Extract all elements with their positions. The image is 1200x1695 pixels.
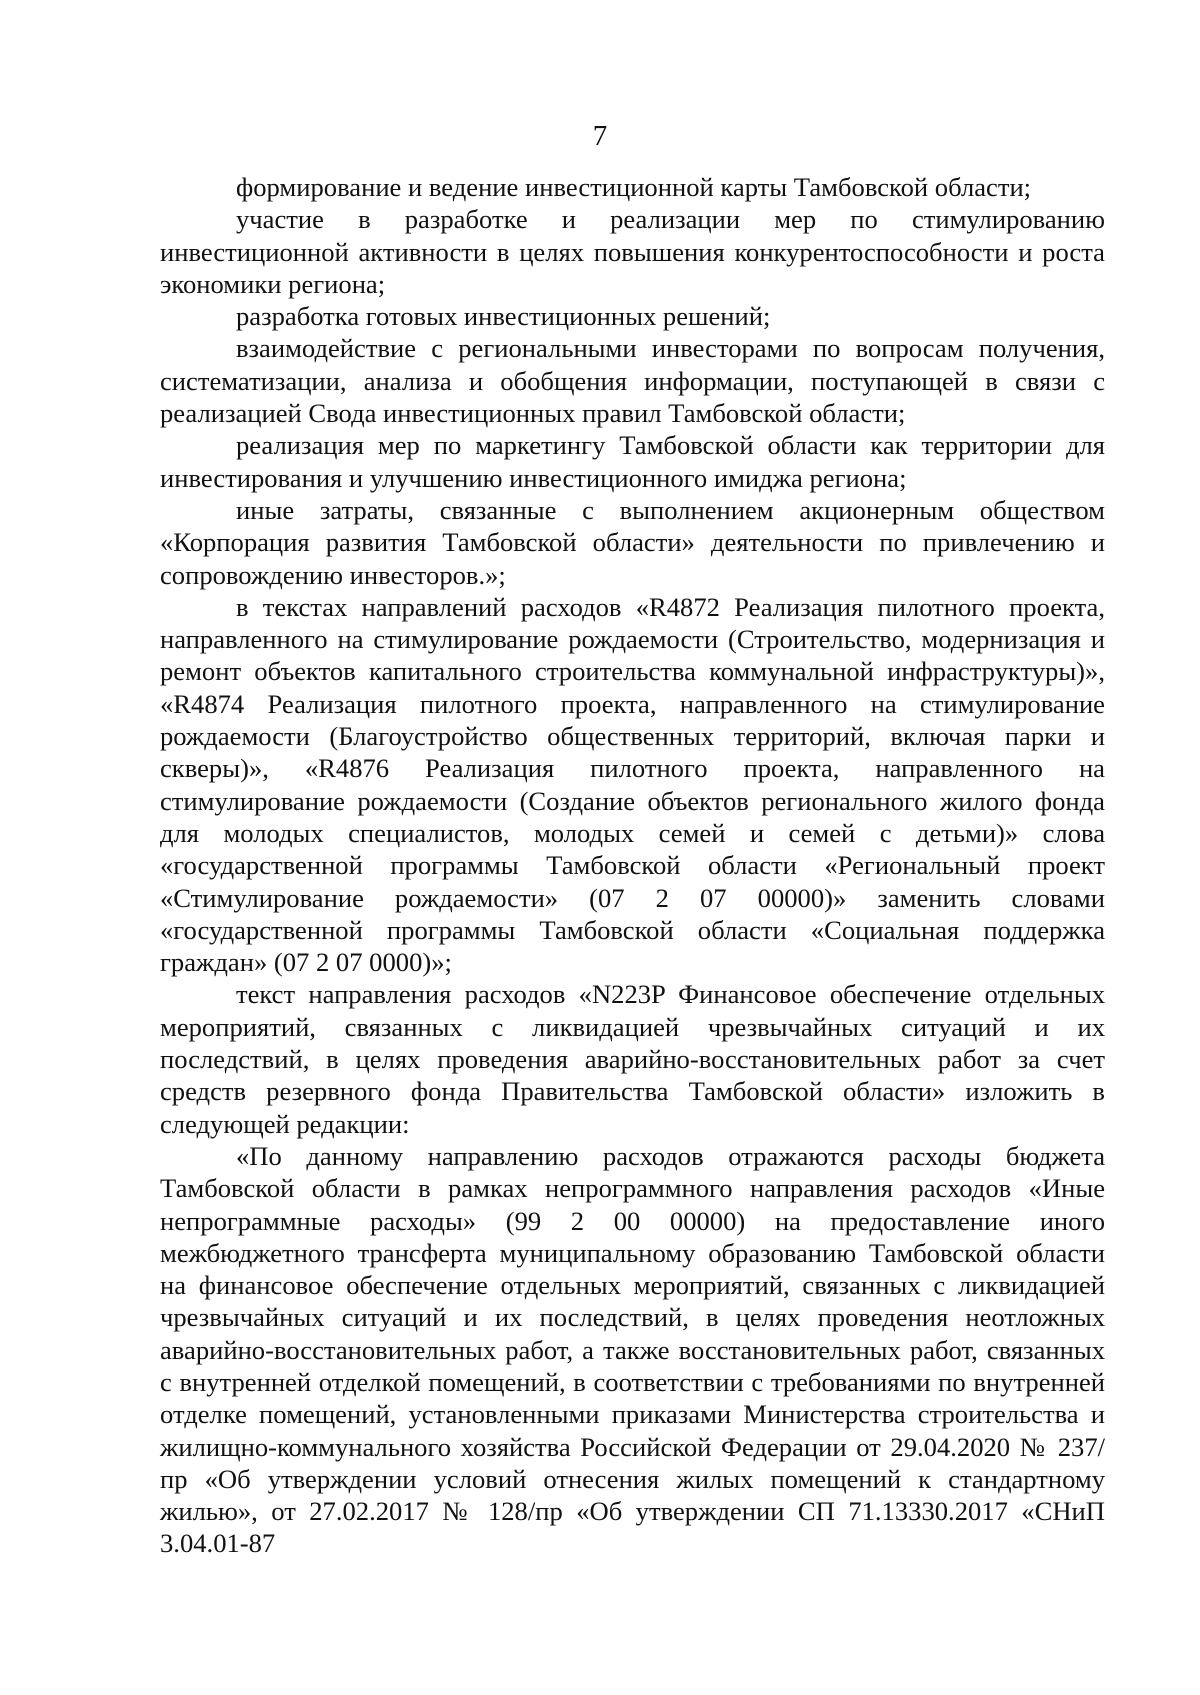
paragraph-investor-interaction: взаимодействие с региональными инвесторами по вопросам получения, систематизации, анализа и обобщения информации, поступающей в связи с реализацией Свода инвестиционных правил Тамбовской области;	[160, 333, 1105, 429]
page-number: 7	[592, 120, 608, 152]
paragraph-expense-directions-amendment: в текстах направлений расходов «R4872 Реализация пилотного проекта, направленного на стимулирование рождаемости (Строительство, модернизация и ремонт объектов капитального строительства коммунальной инфраструктуры)», «R4874 Реализация пилотного проекта, направленного на стимулирование рождаемости (Благоустройство общественных территорий, включая парки и скверы)», «R4876 Реализация пилотного проекта, направленного на стимулирование рождаемости (Создание объектов регионального жилого фонда для молодых специалистов, молодых семей и семей с детьми)» слова «государственной программы Тамбовской области «Региональный проект «Стимулирование рождаемости» (07 2 07 00000)» заменить словами «государственной программы Тамбовской области «Социальная поддержка граждан» (07 2 07 0000)»;	[160, 591, 1105, 978]
paragraph-region-marketing: реализация мер по маркетингу Тамбовской области как территории для инвестирования и улучшению инвестиционного имиджа региона;	[160, 430, 1105, 493]
paragraph-new-wording: «По данному направлению расходов отражаются расходы бюджета Тамбовской области в рамках непрограммного направления расходов «Иные непрограммные расходы» (99 2 00 00000) на предоставление иного межбюджетного трансферта муниципальному образованию Тамбовской области на финансовое обеспечение отдельных мероприятий, связанных с ликвидацией чрезвычайных ситуаций и их последствий, в целях проведения неотложных аварийно-восстановительных работ, а также восстановительных работ, связанных с внутренней отделкой помещений, в соответствии с требованиями по внутренней отделке помещений, установленными приказами Министерства строительства и жилищно-коммунального хозяйства Российской Федерации от 29.04.2020 № 237/пр «Об утверждении условий отнесения жилых помещений к стандартному жилью», от 27.02.2017 № 128/пр «Об утверждении СП 71.13330.2017 «СНиП 3.04.01-87	[160, 1140, 1105, 1559]
paragraph-investment-activity: участие в разработке и реализации мер по стимулированию инвестиционной активности в целях повышения конкурентоспособности и роста экономики региона;	[160, 204, 1105, 299]
paragraph-investment-map: формирование и ведение инвестиционной карты Тамбовской области;	[236, 172, 1032, 202]
paragraph-investment-solutions: разработка готовых инвестиционных решений;	[236, 301, 771, 332]
document-body	[160, 171, 1105, 1560]
paragraph-n223p-amendment: текст направления расходов «N223P Финансовое обеспечение отдельных мероприятий, связанных с ликвидацией чрезвычайных ситуаций и их последствий, в целях проведения аварийно-восстановительных работ за счет средств резервного фонда Правительства Тамбовской области» изложить в следующей редакции:	[160, 979, 1105, 1139]
paragraph-other-costs: иные затраты, связанные с выполнением акционерным обществом «Корпорация развития Тамбовской области» деятельности по привлечению и сопровождению инвесторов.»;	[160, 494, 1105, 590]
